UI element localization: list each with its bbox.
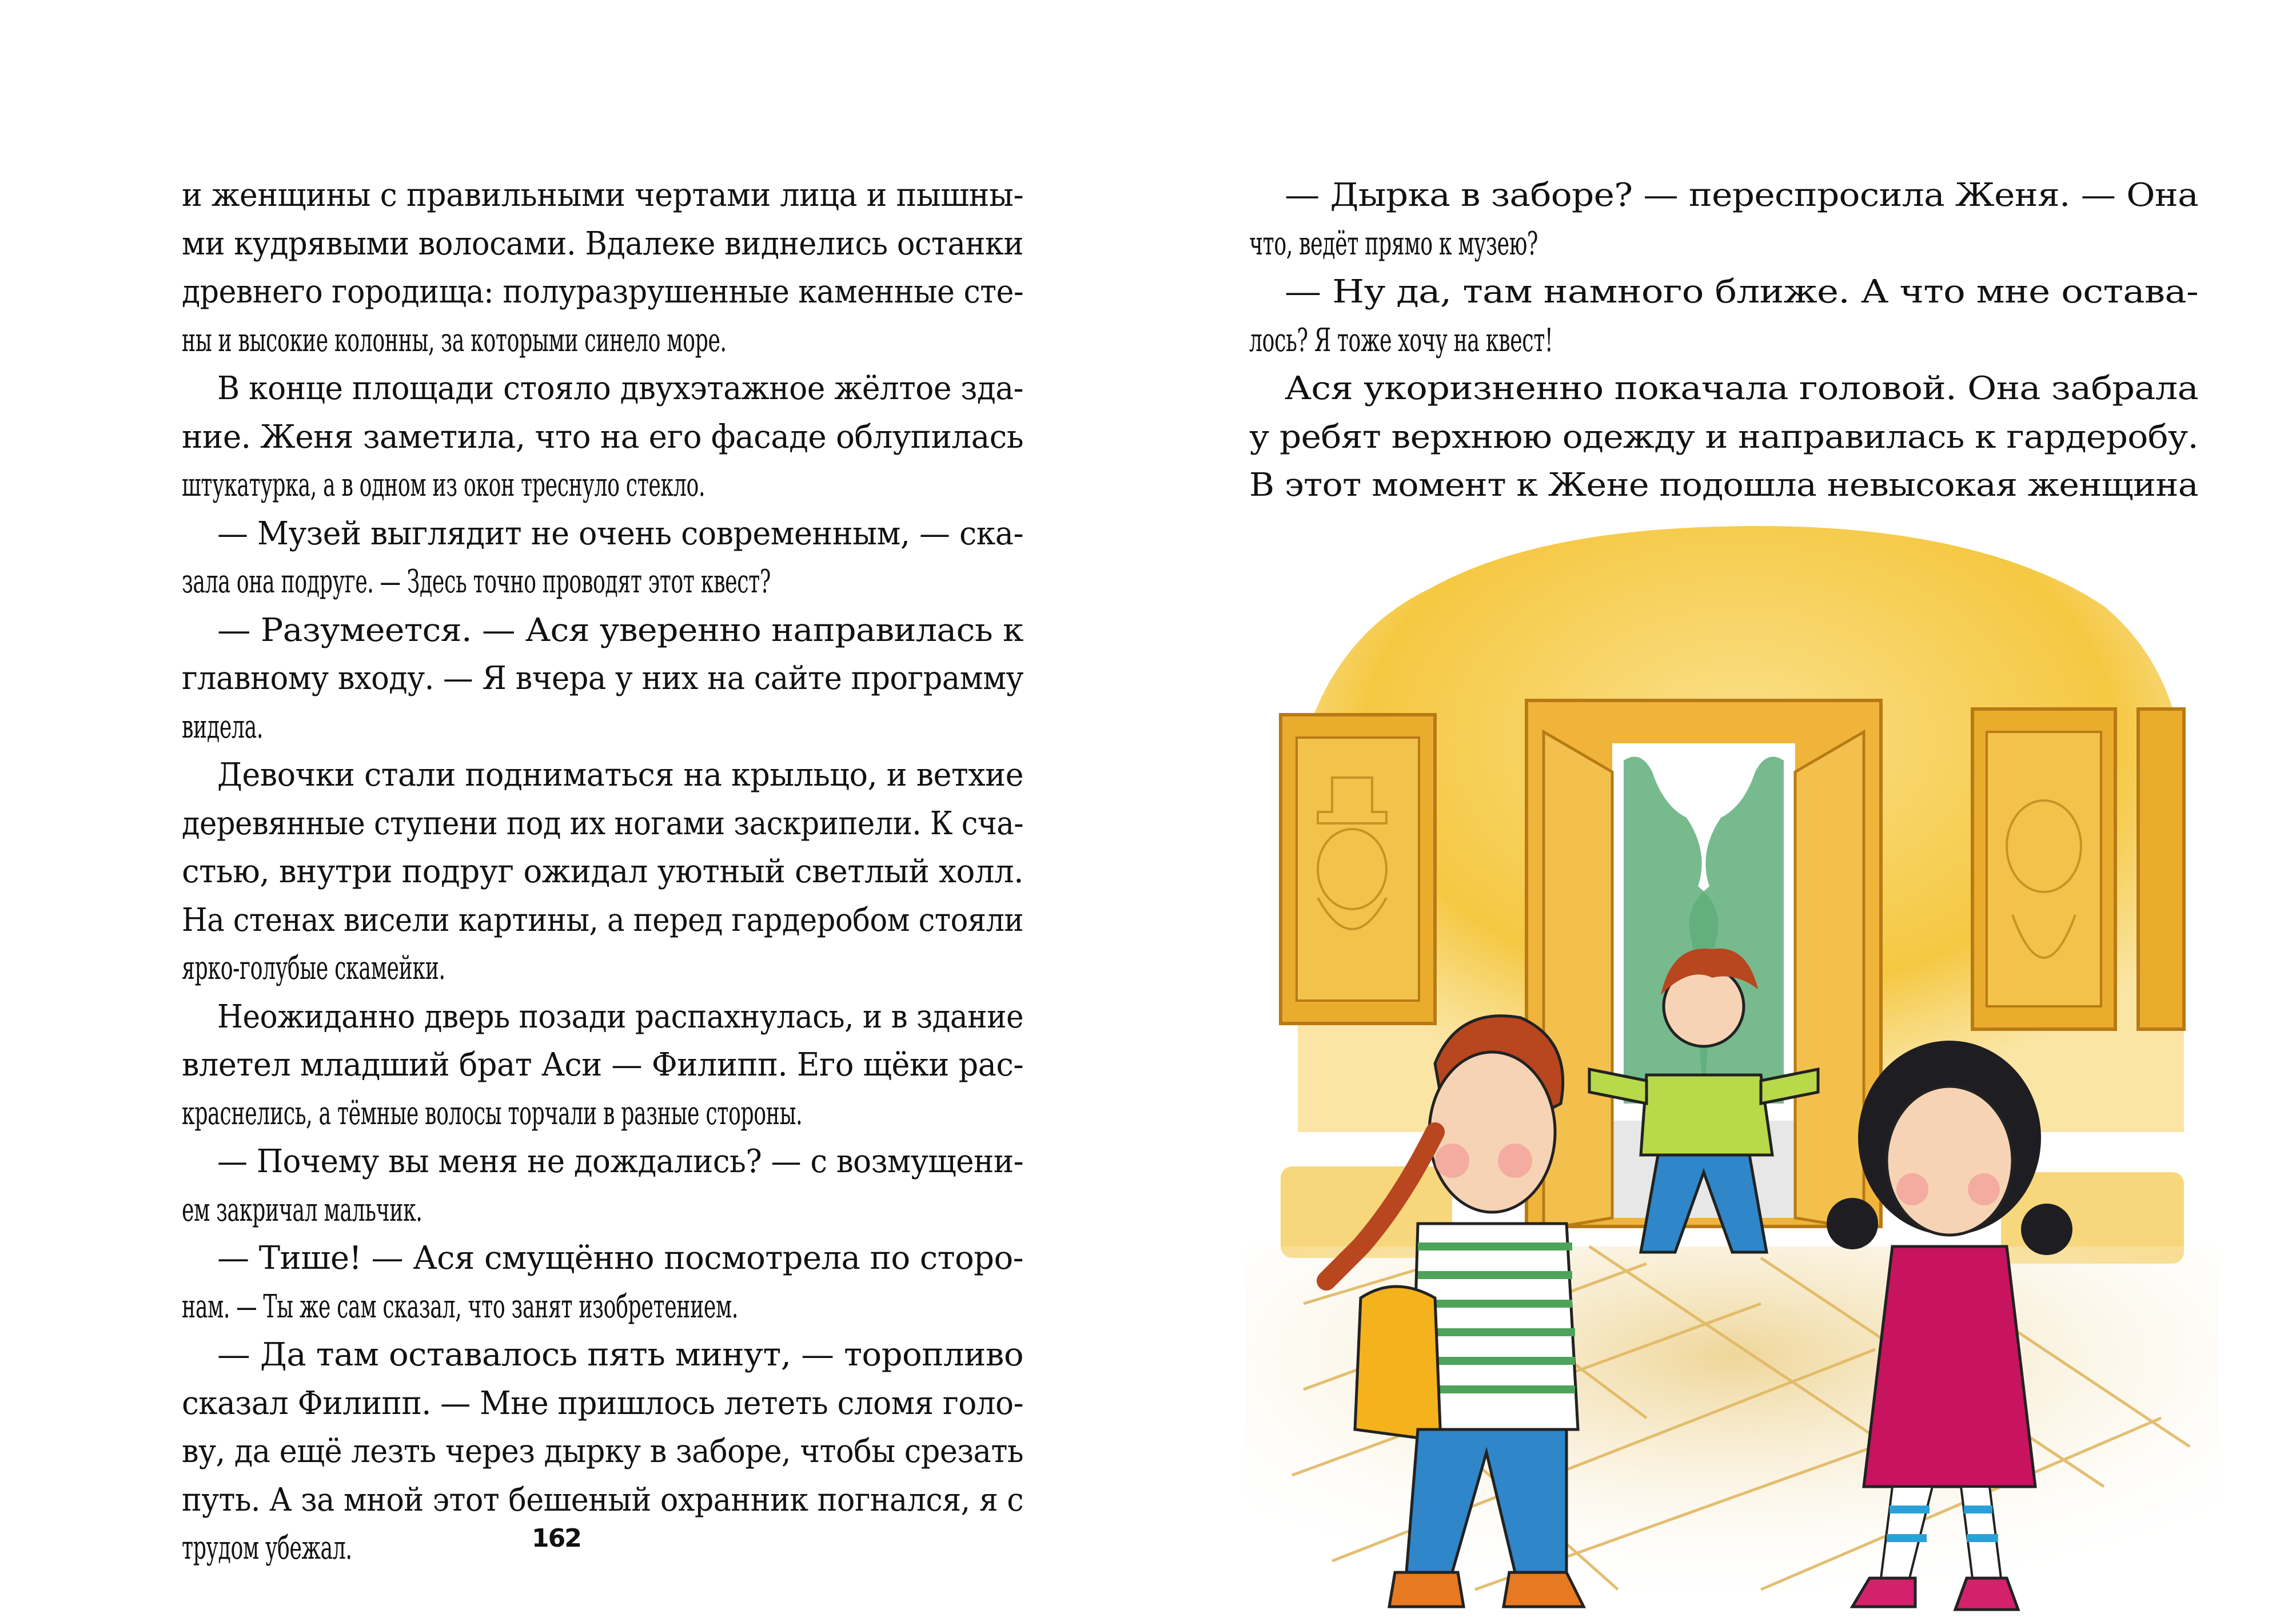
- text-line: — Ну да, там намного ближе. А что мне остава-: [1285, 273, 2198, 310]
- text-line: ми кудрявыми волосами. Вдалеке виднелись останки: [182, 225, 1023, 262]
- text-line: ву, да ещё лезть через дырку в заборе, чтобы срезать: [182, 1433, 1023, 1470]
- text-line: трудом убежал.: [182, 1530, 352, 1567]
- text-line: краснелись, а тёмные волосы торчали в разные стороны.: [182, 1094, 803, 1132]
- right-portrait: [1972, 709, 2115, 1029]
- text-line: лось? Я тоже хочу на квест!: [1249, 321, 1553, 359]
- text-line: ярко-голубые скамейки.: [182, 950, 445, 987]
- text-line: — Музей выглядит не очень современным, — ска-: [217, 515, 1023, 552]
- text-line: ны и высокие колонны, за которыми синело море.: [182, 321, 727, 359]
- text-line: влетел младший брат Аси — Филипп. Его щёки рас-: [182, 1046, 1023, 1084]
- text-line: нам. — Ты же сам сказал, что занят изобретением.: [182, 1288, 739, 1325]
- left-page-text: [182, 172, 1023, 1573]
- text-line: ние. Женя заметила, что на его фасаде облупилась: [182, 418, 1023, 456]
- text-line: видела.: [182, 708, 264, 746]
- left-portrait: [1281, 715, 1435, 1023]
- text-line: древнего городища: полуразрушенные каменные сте-: [182, 273, 1023, 310]
- text-line: и женщины с правильными чертами лица и пышны-: [182, 177, 1023, 214]
- text-line: — Почему вы меня не дождались? — с возмущени-: [217, 1143, 1023, 1180]
- text-line: штукатурка, а в одном из окон треснуло стекло.: [182, 467, 705, 504]
- text-line: Неожиданно дверь позади распахнулась, и в здание: [217, 998, 1023, 1035]
- right-page-text: [1249, 172, 2198, 510]
- text-line: В конце площади стояло двухэтажное жёлтое зда-: [217, 370, 1023, 407]
- text-line: — Дырка в заборе? — переспросила Женя. — Она: [1285, 177, 2198, 214]
- text-line: сказал Филипп. — Мне пришлось лететь сломя голо-: [182, 1384, 1023, 1422]
- text-line: — Да там оставалось пять минут, — торопливо: [217, 1336, 1023, 1373]
- text-line: Ася укоризненно покачала головой. Она забрала: [1285, 370, 2198, 407]
- text-line: зала она подруге. — Здесь точно проводят этот квест?: [182, 563, 771, 600]
- text-line: путь. А за мной этот бешеный охранник погнался, я с: [182, 1481, 1023, 1519]
- text-line: ем закричал мальчик.: [182, 1191, 422, 1229]
- right-page: [1148, 0, 2296, 1621]
- text-line: что, ведёт прямо к музею?: [1249, 225, 1538, 262]
- text-line: — Тише! — Ася смущённо посмотрела по сторо-: [217, 1240, 1023, 1277]
- text-line: В этот момент к Жене подошла невысокая женщина: [1249, 467, 2198, 504]
- page-number: 162: [532, 1524, 581, 1553]
- text-line: На стенах висели картины, а перед гардеробом стояли: [182, 901, 1024, 939]
- text-line: Девочки стали подниматься на крыльцо, и ветхие: [217, 756, 1023, 794]
- text-line: у ребят верхнюю одежду и направилась к гардеробу.: [1249, 418, 2198, 456]
- text-line: — Разумеется. — Ася уверенно направилась к: [217, 611, 1023, 649]
- museum-hall-illustration: [1246, 503, 2218, 1612]
- text-line: деревянные ступени под их ногами заскрипели. К сча-: [182, 804, 1023, 842]
- text-line: стью, внутри подруг ожидал уютный светлый холл.: [182, 853, 1023, 890]
- text-line: главному входу. — Я вчера у них на сайте программу: [182, 660, 1023, 697]
